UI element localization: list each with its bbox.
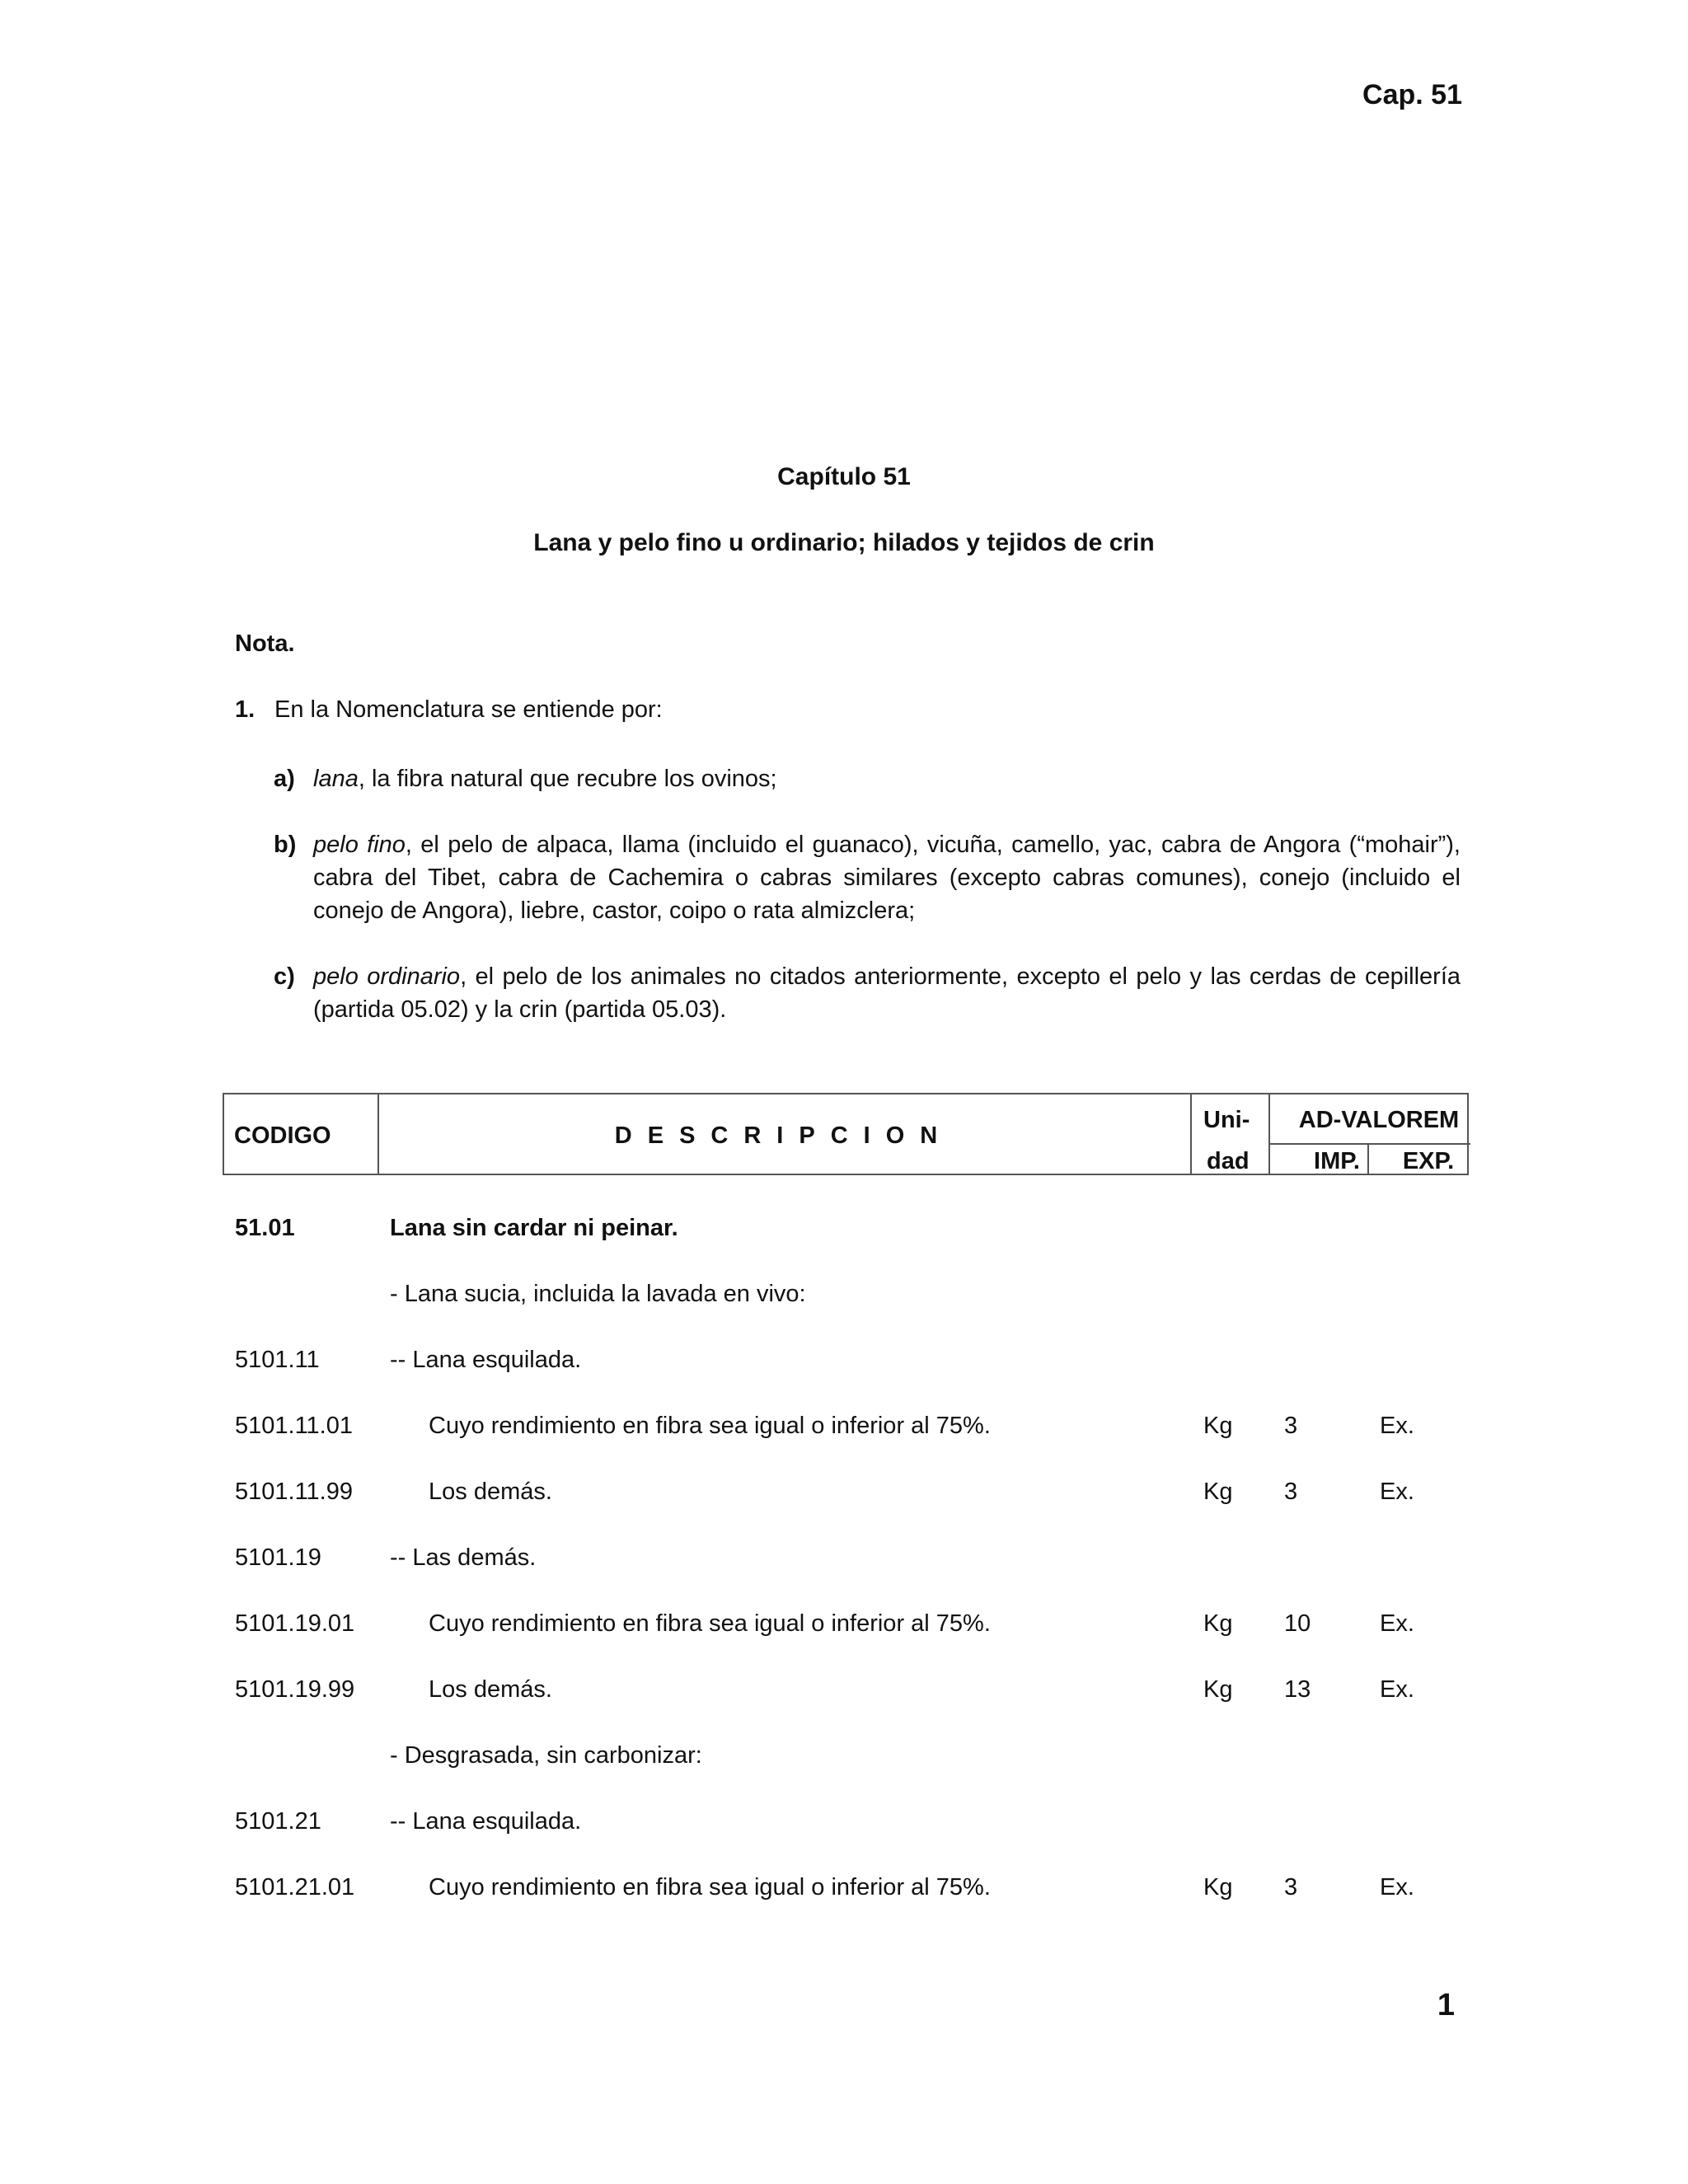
- note-item-term: lana: [313, 766, 359, 792]
- row-description: Cuyo rendimiento en fibra sea igual o inferior al 75%.: [429, 1610, 991, 1637]
- table-row: [0, 1808, 1688, 1841]
- row-exp: Ex.: [1380, 1413, 1414, 1439]
- note-item-term: pelo ordinario: [313, 963, 461, 990]
- row-code: 5101.19: [235, 1544, 321, 1571]
- row-exp: Ex.: [1380, 1479, 1414, 1505]
- table-row: [0, 1742, 1688, 1775]
- row-imp: 3: [1284, 1413, 1298, 1439]
- row-description: Cuyo rendimiento en fibra sea igual o inferior al 75%.: [429, 1874, 991, 1900]
- row-code: 5101.19.99: [235, 1676, 355, 1703]
- row-code: 5101.19.01: [235, 1610, 355, 1637]
- note-item-letter: c): [274, 963, 295, 990]
- header-imp: IMP.: [1314, 1148, 1360, 1174]
- row-code: 5101.11.01: [235, 1413, 353, 1439]
- table-divider: [1268, 1094, 1270, 1174]
- row-unit: Kg: [1203, 1479, 1233, 1505]
- row-description: -- Lana esquilada.: [390, 1808, 582, 1835]
- row-exp: Ex.: [1380, 1676, 1414, 1703]
- note-item-text: , el pelo de los animales no citados anteriormente, excepto el pelo y las cerdas de cepillería (partida 05.02) y la crin (partida 05.03).: [313, 963, 1461, 1023]
- table-row: [0, 1676, 1688, 1709]
- row-description: -- Las demás.: [390, 1544, 537, 1571]
- note-item-a: [274, 762, 1461, 795]
- note-number: 1.: [235, 696, 256, 723]
- header-advalorem: AD-VALOREM: [1298, 1107, 1460, 1133]
- note-item-text: , la fibra natural que recubre los ovinos;: [358, 766, 777, 792]
- note-1: [235, 696, 663, 724]
- row-exp: Ex.: [1380, 1874, 1414, 1900]
- row-description: Los demás.: [429, 1676, 552, 1703]
- row-unit: Kg: [1203, 1610, 1233, 1637]
- row-imp: 13: [1284, 1676, 1311, 1703]
- row-unit: Kg: [1203, 1413, 1233, 1439]
- table-row: [0, 1281, 1688, 1314]
- row-code: 51.01: [235, 1215, 295, 1241]
- row-code: 5101.21: [235, 1808, 321, 1835]
- note-item-letter: b): [274, 832, 297, 858]
- table-row: [0, 1544, 1688, 1577]
- table-row: [0, 1610, 1688, 1643]
- row-imp: 3: [1284, 1479, 1298, 1505]
- table-row: [0, 1413, 1688, 1446]
- note-item-letter: a): [274, 766, 295, 792]
- table-row: [0, 1874, 1688, 1907]
- note-item-b: [274, 828, 1461, 927]
- row-imp: 10: [1284, 1610, 1311, 1637]
- note-item-term: pelo fino: [313, 832, 406, 858]
- row-description: - Desgrasada, sin carbonizar:: [390, 1742, 702, 1769]
- row-description: -- Lana esquilada.: [390, 1347, 582, 1373]
- row-imp: 3: [1284, 1874, 1298, 1900]
- table-row: [0, 1215, 1688, 1248]
- row-description: Los demás.: [429, 1479, 552, 1505]
- row-code: 5101.11.99: [235, 1479, 353, 1505]
- row-unit: Kg: [1203, 1676, 1233, 1703]
- row-exp: Ex.: [1380, 1610, 1414, 1637]
- header-descripcion: DESCRIPCION: [614, 1122, 954, 1149]
- header-unidad-top: Uni-: [1203, 1107, 1250, 1133]
- chapter-subtitle: Lana y pelo fino u ordinario; hilados y tejidos de crin: [533, 529, 1155, 556]
- row-description: Lana sin cardar ni peinar.: [390, 1215, 678, 1241]
- row-description: Cuyo rendimiento en fibra sea igual o inferior al 75%.: [429, 1413, 991, 1439]
- table-divider: [377, 1094, 379, 1174]
- table-row: [0, 1479, 1688, 1511]
- row-code: 5101.11: [235, 1347, 320, 1373]
- page-number: 1: [1437, 1988, 1455, 2022]
- note-text: En la Nomenclatura se entiende por:: [274, 696, 663, 723]
- chapter-header-label: Cap. 51: [1362, 79, 1462, 110]
- row-unit: Kg: [1203, 1874, 1233, 1900]
- row-code: 5101.21.01: [235, 1874, 355, 1900]
- chapter-title: Capítulo 51: [777, 463, 911, 490]
- header-unidad-bottom: dad: [1207, 1148, 1250, 1174]
- table-row: [0, 1347, 1688, 1380]
- row-description: - Lana sucia, incluida la lavada en vivo:: [390, 1281, 806, 1307]
- table-divider: [1190, 1094, 1192, 1174]
- note-item-text: , el pelo de alpaca, llama (incluido el guanaco), vicuña, camello, yac, cabra de Angora (“mohair”), cabra del Tibet, cabra de Cachemira o cabras similares (excepto cabras comunes), conejo (incluido el conejo de Angora), liebre, castor, coipo o rata almizclera;: [313, 832, 1461, 924]
- header-exp: EXP.: [1402, 1148, 1455, 1174]
- table-header: [223, 1093, 1469, 1175]
- notes-heading: Nota.: [235, 630, 295, 657]
- table-divider: [1268, 1143, 1470, 1145]
- note-item-c: [274, 960, 1461, 1026]
- header-codigo: CODIGO: [234, 1122, 331, 1149]
